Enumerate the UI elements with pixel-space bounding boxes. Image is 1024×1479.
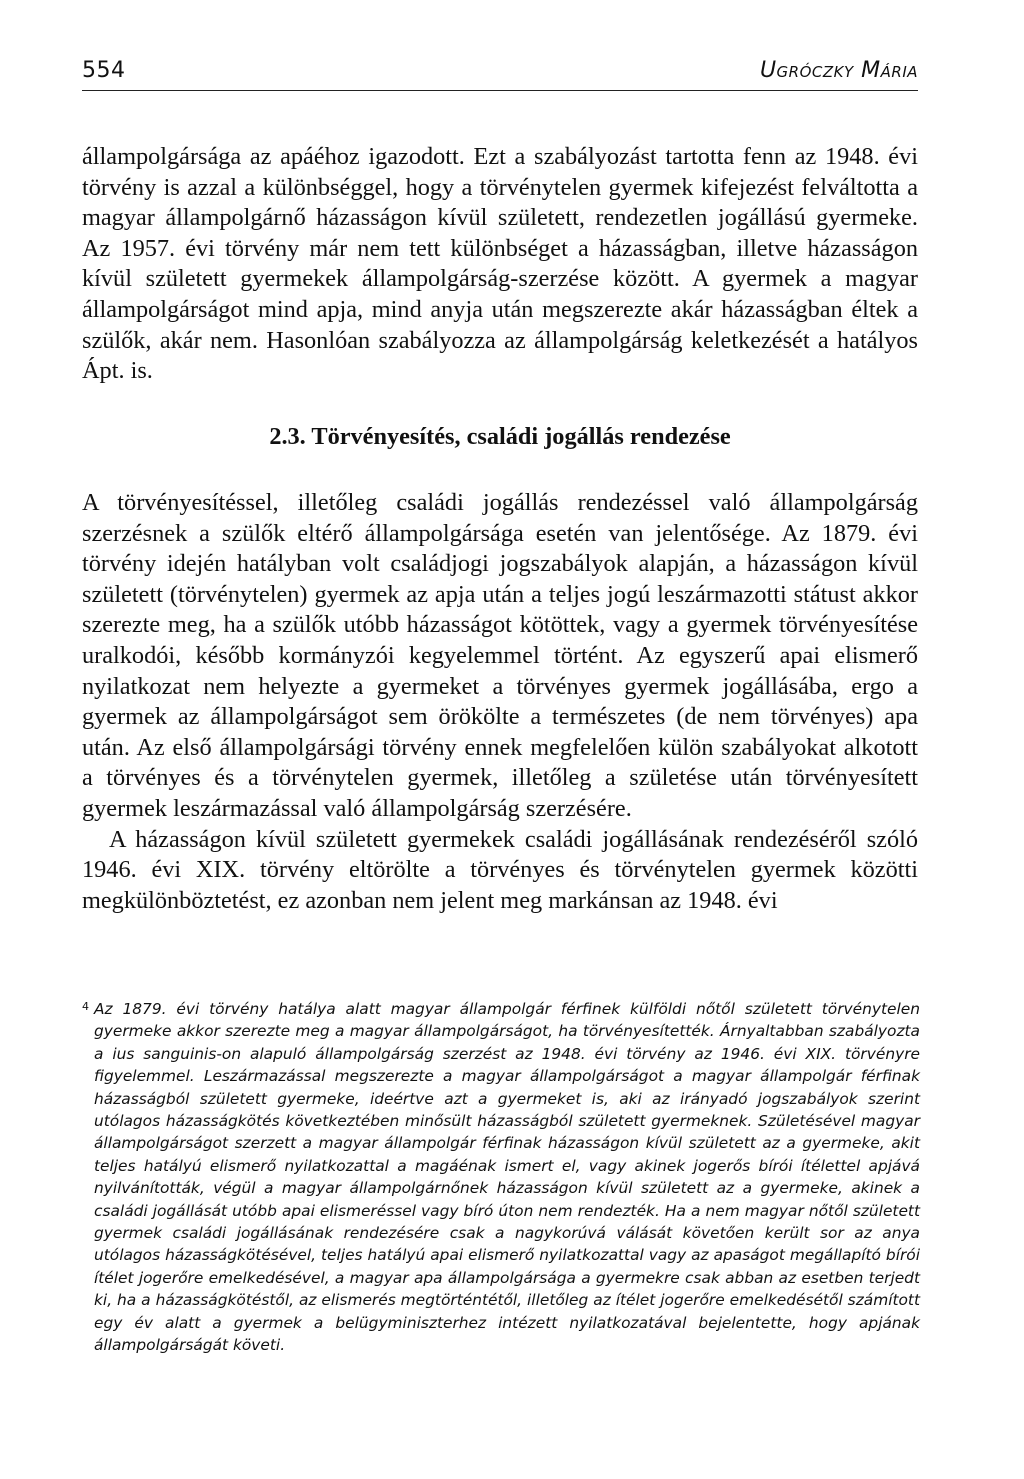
- footnote-block: [82, 998, 920, 1357]
- paragraph-continuation: állampolgársága az apáéhoz igazodott. Ezt a szabályozást tartotta fenn az 1948. évi törvény is azzal a különbséggel, hogy a törvénytelen gyermek kifejezést felváltotta a magyar állampolgárnő házasságon kívül született, rendezetlen jogállású gyermeke. Az 1957. évi törvény már nem tett különbséget a házasságban, illetve házasságon kívül született gyermekek állampolgárság-szerzése között. A gyermek a magyar állampolgárságot mind apja, mind anyja után megszerezte akár házasságban éltek a szülők, akár nem. Hasonlóan szabályozza az állampolgárság keletkezését a hatályos Ápt. is.: [82, 143, 918, 385]
- body-text: [82, 142, 918, 387]
- page-number: 554: [82, 58, 126, 83]
- section-title: 2.3. Törvényesítés, családi jogállás rendezése: [269, 423, 731, 450]
- running-head-author: Ugróczky Mária: [759, 58, 918, 83]
- section-paragraph-2: A házasságon kívül született gyermekek családi jogállásának rendezéséről szóló 1946. évi XIX. törvény eltörölte a törvényes és törvénytelen gyermek közötti megkülönböztetést, ez azonban nem jelent meg markánsan az 1948. évi: [82, 825, 918, 914]
- section-paragraph-1: A törvényesítéssel, illetőleg családi jogállás rendezéssel való állampolgárság szerzésnek a szülők eltérő állampolgársága esetén van jelentősége. Az 1879. évi törvény idején hatályban volt családjogi jogszabályok alapján, a házasságon kívül született (törvénytelen) gyermek az apja után a teljes jogú leszármazotti státust akkor szerezte meg, ha a szülők utóbb házasságot kötöttek, vagy a gyermek törvényesítése uralkodói, később kormányzói kegyelemmel történt. Az egyszerű apai elismerő nyilatkozat nem helyezte a gyermeket a törvényes gyermek jogállásába, ergo a gyermek az állampolgárságot sem örökölte a természetes (de nem törvényes) apa után. Az első állampolgársági törvény ennek megfelelően külön szabályokat alkotott a törvényes és a törvénytelen gyermek, illetőleg a születése után törvényesített gyermek leszármazással való állampolgárság szerzésére.: [82, 489, 918, 822]
- running-header: [82, 54, 918, 91]
- footnote-text: Az 1879. évi törvény hatálya alatt magyar állampolgár férfinek külföldi nőtől született törvénytelen gyermeke akkor szerezte meg a magyar állampolgárságot, ha törvényesítették. Árnyaltabban szabályozta a ius sanguinis-on alapuló állampolgárság szerzést az 1948. évi törvény az 1946. évi XIX. törvényre figyelemmel. Leszármazással megszerezte a magyar állampolgárságot a magyar állampolgár férfinak házasságból született gyermeke, ideértve azt a gyermeket is, aki az irányadó jogszabályok szerint utólagos házasságkötés következtében minősült házasságból született gyermeknek. Születésével magyar állampolgárságot szerzett a magyar állampolgár férfinak házasságon kívül született az a gyermeke, akit teljes hatályú elismerő nyilatkozattal a magáénak ismert el, vagy akinek jogerős bírói ítélettel apjává nyilvánították, végül a magyar állampolgárnőnek házasságon kívül született az a gyermeke, akinek a családi jogállását utóbb apai elismeréssel vagy bíró úton nem rendezték. Ha a nem magyar nőtől született gyermek családi jogállásának rendezésére csak a nagykorúvá válását követően került sor az anya utólagos házasságkötésével, teljes hatályú apai elismerő nyilatkozattal vagy az apaságot megállapító bírói ítélet jogerőre emelkedésével, a magyar apa állampolgársága a gyermekre csak abban az esetben terjedt ki, ha a házasságkötéstől, az elismerés megtörténtétől, illetőleg az ítélet jogerőre emelkedésétől számított egy év alatt a gyermek a belügyminiszterhez intézett nyilatkozatával bejelentette, hogy apjának állampolgárságát követi.: [94, 1000, 920, 1355]
- section-body: [82, 488, 918, 916]
- footnote-marker: 4: [82, 1000, 89, 1013]
- footnote: [82, 998, 920, 1357]
